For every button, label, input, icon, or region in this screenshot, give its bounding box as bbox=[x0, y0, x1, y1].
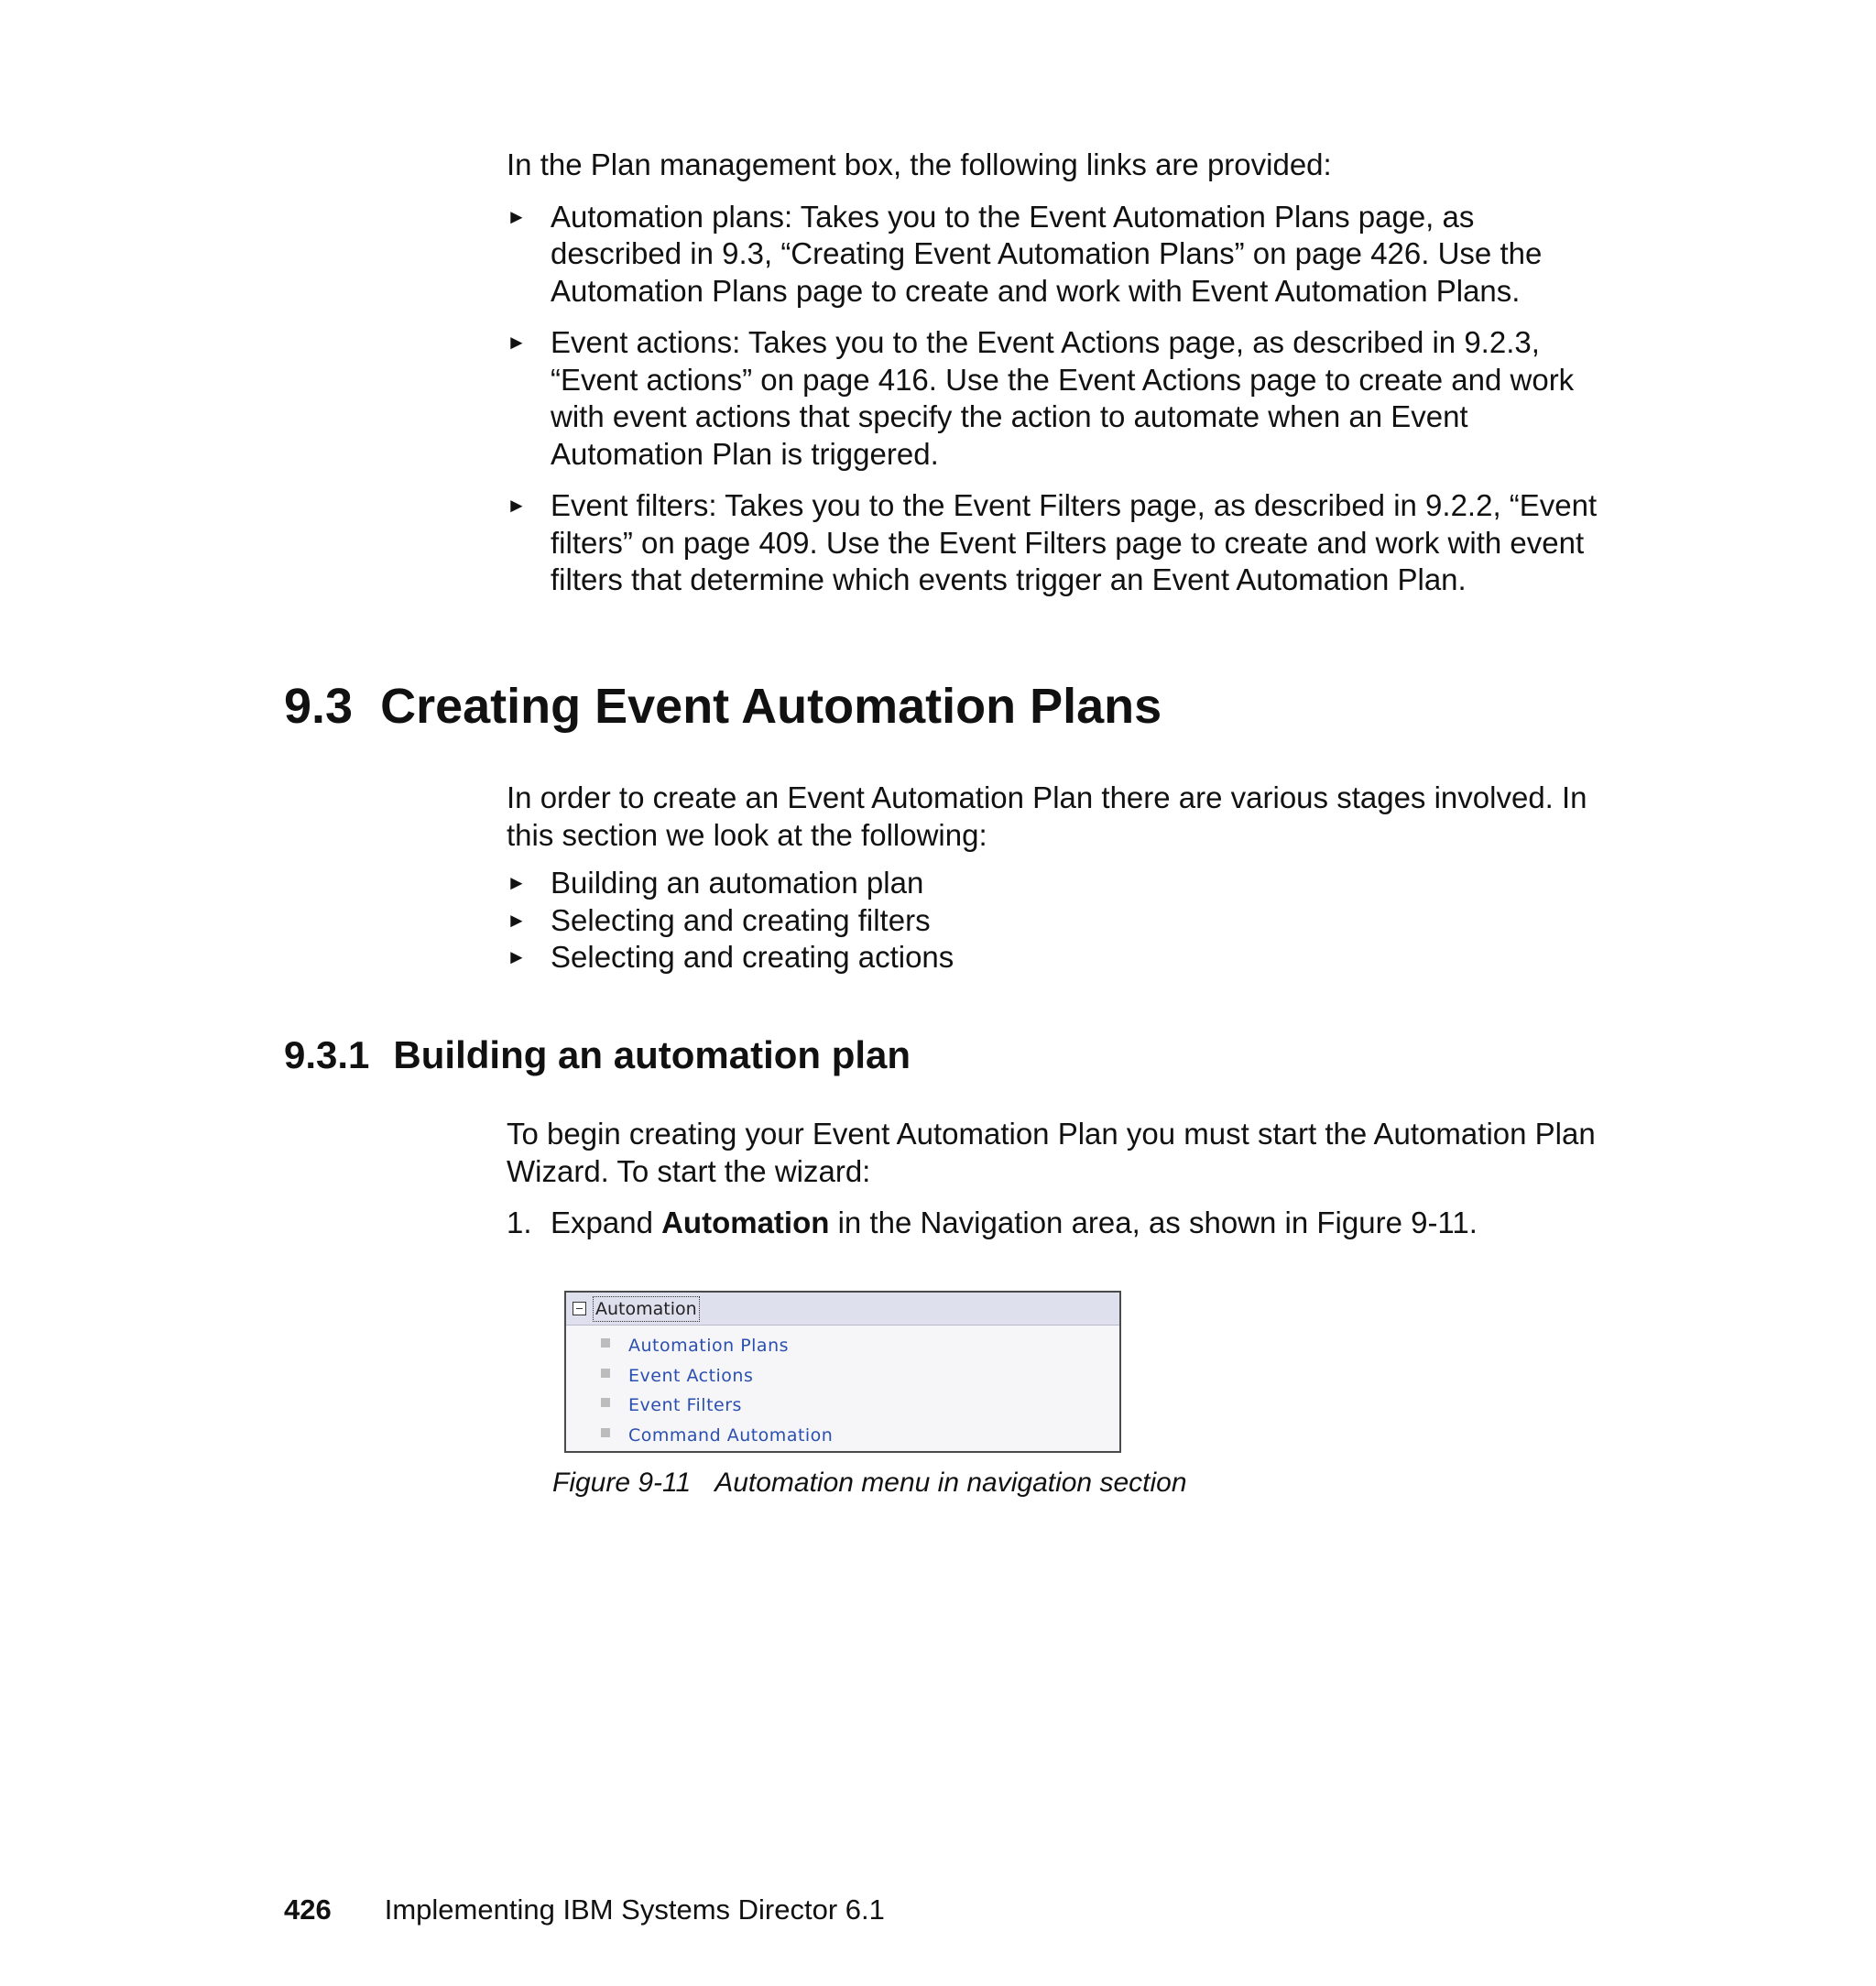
bullet-filters bbox=[507, 902, 1606, 940]
bullet-arrow-icon: ► bbox=[507, 494, 527, 517]
section-text: In order to create an Event Automation Plan there are various stages involved. In this section we look at the following: bbox=[507, 780, 1587, 852]
intro-text: In the Plan management box, the following links are provided: bbox=[507, 147, 1332, 181]
subsection-block bbox=[507, 1116, 1606, 1242]
automation-nav-panel bbox=[564, 1291, 1121, 1453]
figure-caption bbox=[552, 1467, 1187, 1500]
nav-item-list bbox=[566, 1326, 1119, 1450]
bullet-text: Event actions: Takes you to the Event Actions page, as described in 9.2.3, “Event actions” on page 416. Use the Event Actions page to create and work with event actions that specify the action to automate when an Event Automation Plan is triggered. bbox=[551, 325, 1575, 471]
bullet-automation-plans bbox=[507, 199, 1606, 311]
intro-block bbox=[507, 147, 1606, 599]
bullet-text: Selecting and creating filters bbox=[551, 902, 931, 937]
nav-link[interactable]: Automation Plans bbox=[628, 1336, 790, 1357]
figure-caption-text: Automation menu in navigation section bbox=[714, 1468, 1187, 1498]
nav-item-event-actions[interactable] bbox=[566, 1361, 1119, 1391]
nav-link[interactable]: Command Automation bbox=[628, 1424, 834, 1446]
step-1 bbox=[507, 1205, 1606, 1242]
bullet-arrow-icon: ► bbox=[507, 331, 527, 354]
bullet-actions bbox=[507, 939, 1606, 977]
bullet-event-filters bbox=[507, 487, 1606, 599]
section-title: Creating Event Automation Plans bbox=[380, 679, 1162, 734]
collapse-icon[interactable] bbox=[573, 1302, 586, 1315]
step-number: 1. bbox=[507, 1206, 532, 1239]
section-number: 9.3 bbox=[284, 679, 354, 734]
square-bullet-icon bbox=[601, 1369, 610, 1378]
bullet-text: Selecting and creating actions bbox=[551, 940, 954, 974]
bullet-arrow-icon: ► bbox=[507, 908, 527, 932]
square-bullet-icon bbox=[601, 1338, 610, 1348]
bullet-arrow-icon: ► bbox=[507, 204, 527, 228]
bullet-arrow-icon: ► bbox=[507, 871, 527, 894]
subsection-text: To begin creating your Event Automation Plan you must start the Automation Plan Wizard. To start the wizard: bbox=[507, 1117, 1596, 1188]
automation-nav-header[interactable] bbox=[566, 1293, 1119, 1326]
book-title: Implementing IBM Systems Director 6.1 bbox=[384, 1893, 885, 1926]
bullet-text: Building an automation plan bbox=[551, 866, 924, 900]
nav-item-command-automation[interactable] bbox=[566, 1421, 1119, 1451]
subsection-heading bbox=[284, 1031, 911, 1079]
bullet-building-plan bbox=[507, 865, 1606, 902]
section-heading bbox=[284, 676, 1162, 737]
nav-item-automation-plans[interactable] bbox=[566, 1331, 1119, 1361]
step-text-after: in the Navigation area, as shown in Figure 9-11. bbox=[829, 1206, 1478, 1239]
intro-bullet-list bbox=[507, 199, 1606, 599]
square-bullet-icon bbox=[601, 1398, 610, 1407]
page-number: 426 bbox=[284, 1893, 332, 1926]
nav-item-event-filters[interactable] bbox=[566, 1391, 1119, 1421]
bullet-text: Automation plans: Takes you to the Event Automation Plans page, as described in 9.3, “Creating Event Automation Plans” on page 426. Use the Automation Plans page to create and work with Event Automation Plans. bbox=[551, 199, 1543, 308]
step-text-bold: Automation bbox=[661, 1206, 830, 1239]
nav-link[interactable]: Event Filters bbox=[628, 1395, 742, 1416]
nav-link[interactable]: Event Actions bbox=[628, 1365, 754, 1386]
subsection-number: 9.3.1 bbox=[284, 1033, 370, 1076]
section-bullet-list bbox=[507, 865, 1606, 977]
bullet-event-actions bbox=[507, 324, 1606, 473]
step-text-before: Expand bbox=[551, 1206, 662, 1239]
bullet-arrow-icon: ► bbox=[507, 945, 527, 968]
nav-header-label[interactable]: Automation bbox=[593, 1296, 700, 1322]
page-footer bbox=[284, 1893, 885, 1927]
bullet-text: Event filters: Takes you to the Event Filters page, as described in 9.2.2, “Event filters” on page 409. Use the Event Filters page to create and work with event filters that determine which events trigger an Event Automation Plan. bbox=[551, 488, 1598, 596]
square-bullet-icon bbox=[601, 1428, 610, 1437]
section-block bbox=[507, 780, 1606, 977]
subsection-title: Building an automation plan bbox=[393, 1033, 911, 1076]
figure-label: Figure 9-11 bbox=[552, 1468, 692, 1498]
